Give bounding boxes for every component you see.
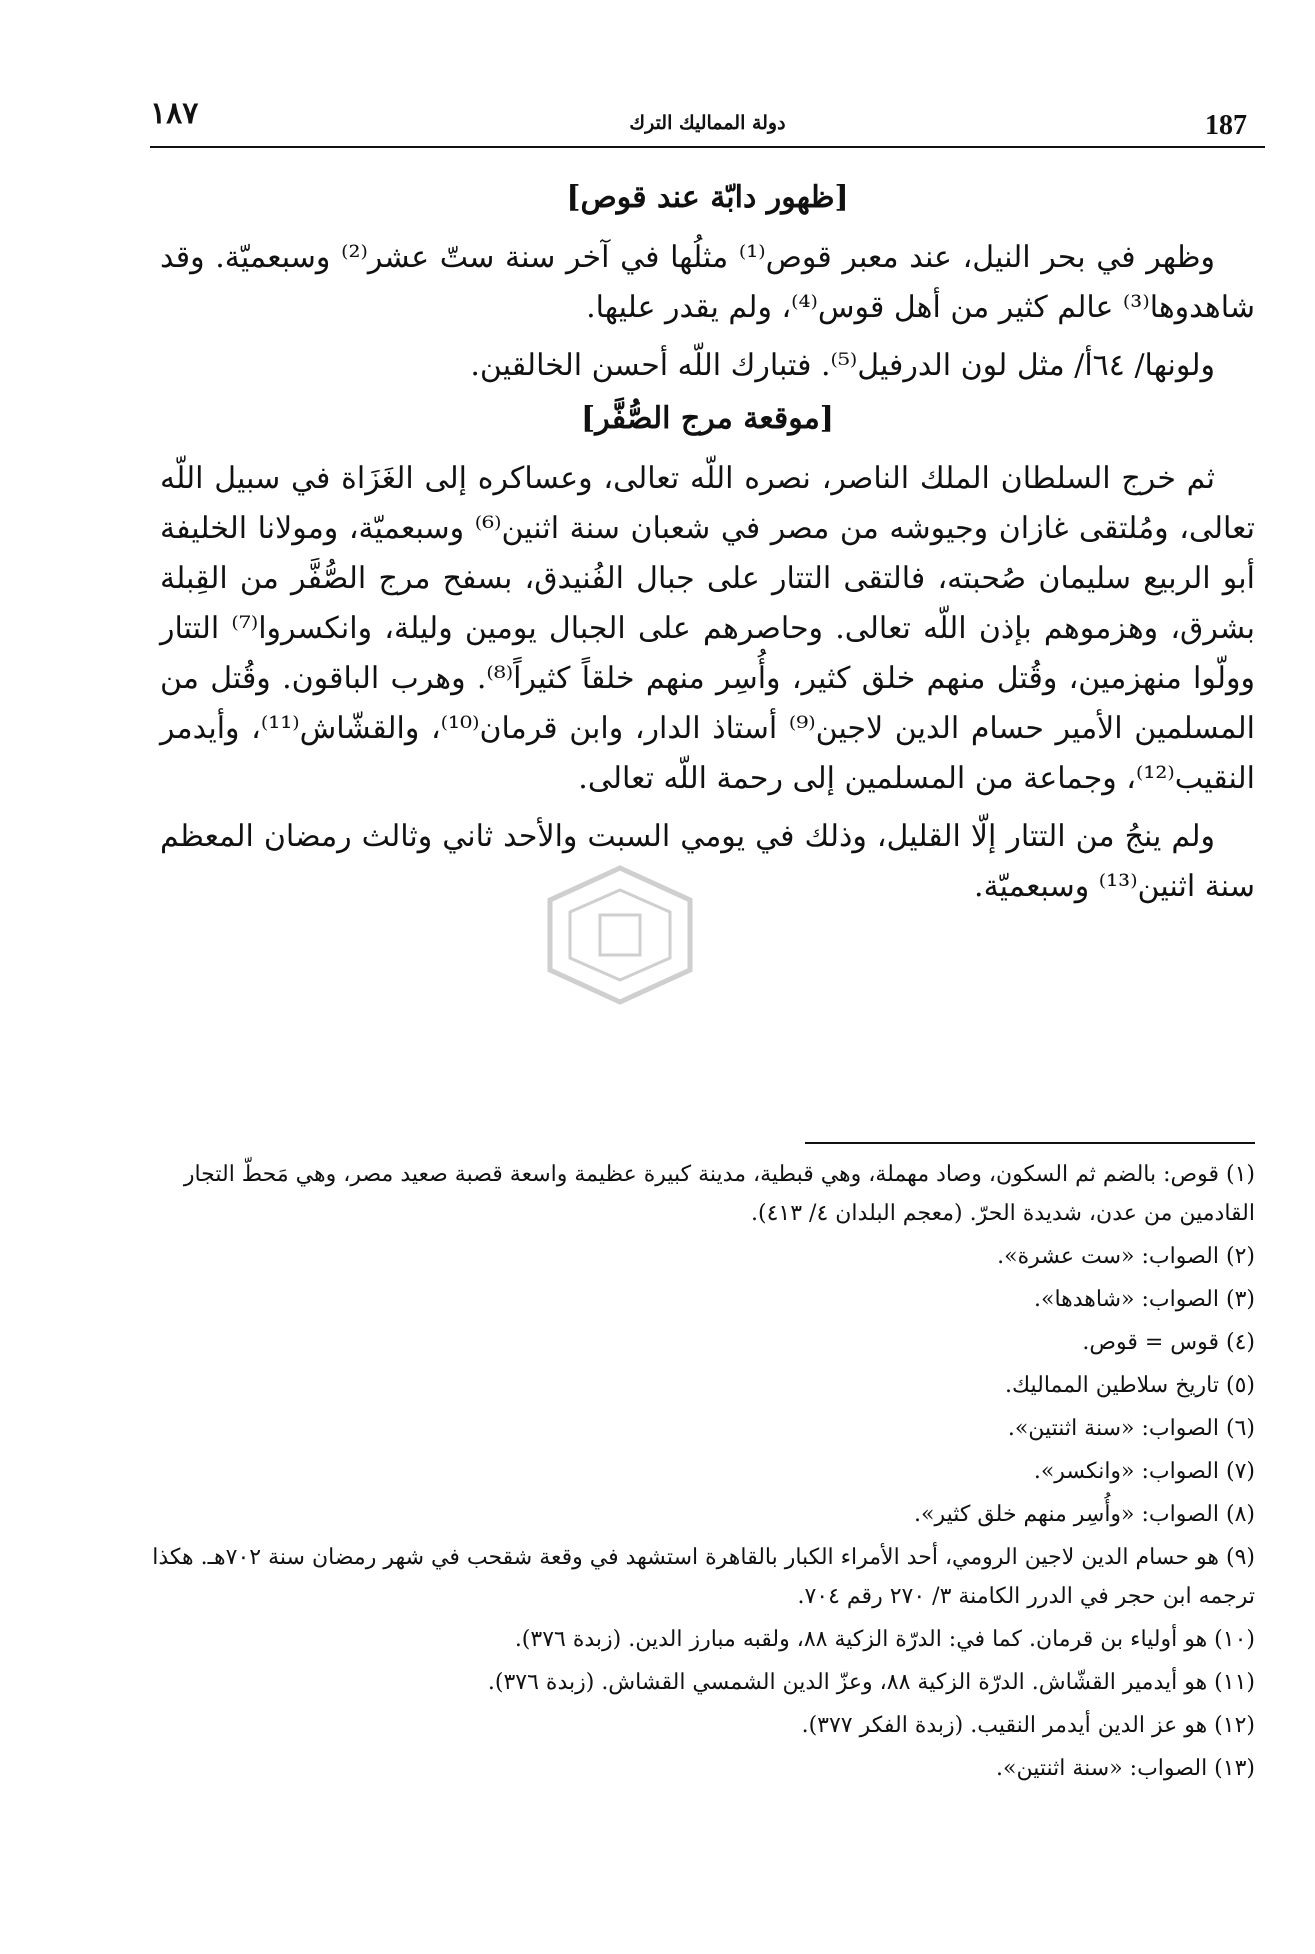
footnote: (٣) الصواب: «شاهدها». (1034, 1287, 1255, 1312)
footnote: (٨) الصواب: «وأُسِر منهم خلق كثير». (913, 1502, 1255, 1527)
footnote-separator (805, 1142, 1255, 1144)
page-number-arabic: ١٨٧ (150, 96, 199, 131)
page-header (150, 88, 1265, 148)
header-rule (150, 146, 1265, 148)
footnote: (١٣) الصواب: «سنة اثنتين». (996, 1756, 1255, 1781)
footnote: (١٠) هو أولياء بن قرمان. كما في: الدرّة الزكية ٨٨، ولقبه مبارز الدين. (زبدة ٣٧٦). (514, 1627, 1255, 1652)
footnote: (٧) الصواب: «وانكسر». (1033, 1459, 1255, 1484)
section-title: [ظهور دابّة عند قوص] (566, 180, 849, 215)
footnote: (٩) هو حسام الدين لاجين الرومي، أحد الأمراء الكبار بالقاهرة استشهد في وقعة شقحب في شهر رمضان سنة ٧٠٢هـ. هكذا ترجمه ابن حجر في الدرر الكامنة ٣/ ٢٧٠ رقم ٧٠٤. (152, 1545, 1255, 1609)
footnote: (١٢) هو عز الدين أيدمر النقيب. (زبدة الفكر ٣٧٧). (801, 1713, 1255, 1738)
paragraph: وظهر في بحر النيل، عند معبر قوص⁽¹⁾ مثلُها في آخر سنة ستّ عشر⁽²⁾ وسبعميّة. وقد شاهدوها⁽³⁾ عالم كثير من أهل قوس⁽⁴⁾، ولم يقدر عليها. (160, 240, 1255, 325)
paragraph: ولونها/ ٦٤أ/ مثل لون الدرفيل⁽⁵⁾. فتبارك اللّه أحسن الخالقين. (470, 348, 1215, 383)
footnote: (١) قوص: بالضم ثم السكون، وصاد مهملة، وهي قبطية، مدينة كبيرة عظيمة واسعة قصبة صعيد مصر، وهي مَحطّ التجار القادمين من عدن، شديدة الحرّ. (معجم البلدان ٤/ ٤١٣). (183, 1162, 1255, 1226)
paragraph: ثم خرج السلطان الملك الناصر، نصره اللّه تعالى، وعساكره إلى الغَزَاة في سبيل اللّه تعالى، ومُلتقى غازان وجيوشه من مصر في شعبان سنة اثنين⁽⁶⁾ وسبعميّة، ومولانا الخليفة أبو الربيع سليمان صُحبته، فالتقى التتار على جبال الفُنيدق، بسفح مرج الصُّفَّر من القِبلة بشرق، وهزموهم بإذن اللّه تعالى. وحاصرهم على الجبال يومين وليلة، وانكسروا⁽⁷⁾ التتار وولّوا منهزمين، وقُتل منهم خلق كثير، وأُسِر منهم خلقاً كثيراً⁽⁸⁾. وهرب الباقون. وقُتل من المسلمين الأمير حسام الدين لاجين⁽⁹⁾ أستاذ الدار، وابن قرمان⁽¹⁰⁾، والقشّاش⁽¹¹⁾، وأيدمر النقيب⁽¹²⁾، وجماعة من المسلمين إلى رحمة اللّه تعالى. (160, 461, 1256, 796)
section-title: [موقعة مرج الصُّفَّر] (581, 401, 834, 436)
page-number: 187 (1205, 110, 1247, 141)
footnote: (٦) الصواب: «سنة اثنتين». (1007, 1416, 1255, 1441)
section-battle-marj-al-suffar (160, 401, 1255, 912)
footnote: (١١) هو أيدمير القشّاش. الدرّة الزكية ٨٨، وعزّ الدين الشمسي القشاش. (زبدة ٣٧٦). (487, 1670, 1255, 1695)
footnotes (150, 1155, 1255, 1792)
main-text (160, 170, 1255, 920)
footnote: (٥) تاريخ سلاطين المماليك. (1004, 1373, 1255, 1398)
running-title: دولة المماليك الترك (629, 112, 786, 134)
section-creature-at-qus (160, 180, 1255, 391)
footnote: (٢) الصواب: «ست عشرة». (997, 1244, 1255, 1269)
library-watermark-icon (530, 860, 710, 1010)
footnote: (٤) قوس = قوص. (1082, 1330, 1255, 1355)
paragraph: ولم ينجُ من التتار إلّا القليل، وذلك في يومي السبت والأحد ثاني وثالث رمضان المعظم سنة اثنين⁽¹³⁾ وسبعميّة. (160, 819, 1255, 904)
